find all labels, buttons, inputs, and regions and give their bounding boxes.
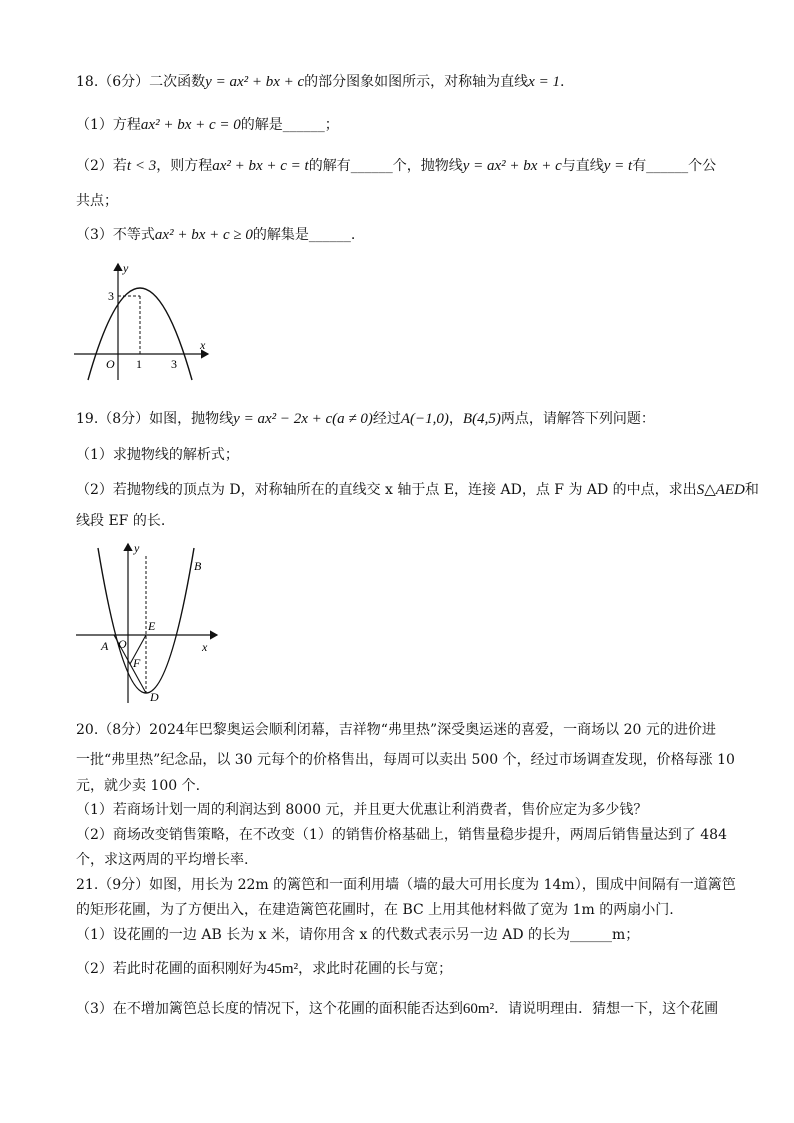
q18-p2-c: 的解有______个，抛物线	[308, 158, 463, 174]
q18-tick-x1: 1	[136, 357, 142, 371]
q18-p3-a: （3）不等式	[76, 227, 155, 243]
q18-axis: x = 1	[528, 74, 560, 90]
q20-part2-line1: （2）商场改变销售策略，在不改变（1）的销售价格基础上，销售量稳步提升，两周后销售量达到了 484	[76, 827, 727, 843]
q19-p2-a: （2）若抛物线的顶点为 D，对称轴所在的直线交 x 轴于点 E，连接 AD，点 F 为 AD 的中点，求出	[76, 482, 697, 498]
q18-p1-equation: ax² + bx + c = 0	[140, 117, 241, 133]
q18-part3	[76, 226, 355, 244]
q19-comma: ，	[448, 411, 463, 427]
q20-part1: （1）若商场计划一周的利润达到 8000 元，并且更大优惠让利消费者，售价应定为多少钱？	[76, 802, 648, 818]
q18-head: 18.（6分）二次函数	[76, 74, 206, 90]
q18-formula: y = ax² + bx + c	[205, 74, 305, 90]
q18-parabola-graph	[70, 256, 220, 386]
q19-x-label: x	[202, 640, 208, 654]
q18-p1-a: （1）方程	[76, 117, 141, 133]
q21-part1: （1）设花圃的一边 AB 长为 x 米，请你用含 x 的代数式表示另一边 AD 的长为______m；	[76, 927, 640, 943]
q20-part2-line2: 个，求这两周的平均增长率.	[76, 852, 249, 868]
q19-p2-b: 和	[744, 482, 759, 498]
q21-p2-b: ，求此时花圃的长与宽；	[298, 961, 453, 977]
q18-p3-b: 的解集是______.	[252, 227, 356, 243]
q19-label-o: O	[118, 637, 127, 651]
q18-part2-cont: 共点；	[76, 193, 118, 209]
q18-tick-y3: 3	[108, 289, 114, 303]
q19-formula: y = ax² − 2x + c(a ≠ 0)	[233, 411, 373, 427]
q18-p2-line: y = t	[603, 158, 633, 174]
q19-rest: 经过	[372, 411, 401, 427]
q18-origin-label: O	[106, 357, 115, 371]
q18-rest: 的部分图象如图所示，对称轴为直线	[304, 74, 529, 90]
q21-part3	[76, 1000, 718, 1018]
q18-p3-inequality: ax² + bx + c ≥ 0	[154, 227, 253, 243]
q18-stem	[76, 73, 564, 91]
q20-stem-line2: 一批“弗里热”纪念品，以 30 元每个的价格售出，每周可以卖出 500 个，经过市场调查发现，价格每涨 10	[76, 752, 735, 768]
q19-label-a: A	[101, 639, 109, 653]
q19-head: 19.（8分）如图，抛物线	[76, 411, 234, 427]
q19-y-label: y	[134, 541, 140, 555]
q18-p2-parabola: y = ax² + bx + c	[462, 158, 562, 174]
q19-label-e: E	[148, 619, 156, 633]
q18-x-label: x	[200, 338, 206, 352]
q18-y-label: y	[123, 261, 129, 275]
q21-stem-line2: 的矩形花圃，为了方便出入，在建造篱笆花圃时，在 BC 上用其他材料做了宽为 1m 的两扇小门.	[76, 902, 674, 918]
q19-stem	[76, 410, 655, 428]
q21-p2-a: （2）若此时花圃的面积刚好为	[76, 961, 267, 977]
q18-part2	[76, 157, 716, 175]
q21-p3-area: 60m²	[462, 1001, 495, 1017]
q19-label-f: F	[133, 656, 141, 670]
q19-point-a: A(−1,0)	[400, 411, 449, 427]
q19-point-b: B(4,5)	[462, 411, 501, 427]
q18-p2-b: ，则方程	[156, 158, 213, 174]
q19-end: 两点，请解答下列问题：	[500, 411, 655, 427]
q19-label-d: D	[150, 690, 159, 704]
q18-tick-x3: 3	[171, 357, 177, 371]
q20-stem-line3: 元，就少卖 100 个.	[76, 778, 201, 794]
q21-part2	[76, 960, 452, 978]
q19-area-symbol: S△AED	[696, 482, 745, 498]
q18-part1	[76, 116, 339, 134]
q18-p2-t: t < 3	[126, 158, 157, 174]
q21-stem-line1: 21.（9分）如图，用长为 22m 的篱笆和一面利用墙（墙的最大可用长度为 14m），围成中间隔有一道篱笆	[76, 877, 736, 893]
q21-p3-b: ．请说明理由．猜想一下，这个花圃	[494, 1001, 719, 1017]
q18-p2-a: （2）若	[76, 158, 127, 174]
q19-label-b: B	[194, 559, 202, 573]
q20-stem-line1: 20.（8分）2024年巴黎奥运会顺利闭幕，吉祥物“弗里热”深受奥运迷的喜爱，一商场以 20 元的进价进	[76, 722, 716, 738]
q18-p1-b: 的解是______；	[240, 117, 339, 133]
q18-p2-equation: ax² + bx + c = t	[212, 158, 309, 174]
q21-p3-a: （3）在不增加篱笆总长度的情况下，这个花圃的面积能否达到	[76, 1001, 463, 1017]
q18-end: .	[559, 74, 565, 90]
q19-part1: （1）求抛物线的解析式；	[76, 447, 239, 463]
q19-part2-cont: 线段 EF 的长.	[76, 513, 166, 529]
q19-parabola-graph	[72, 538, 222, 708]
q18-p2-e: 有______个公	[632, 158, 717, 174]
q18-p2-d: 与直线	[561, 158, 604, 174]
q19-part2	[76, 481, 759, 499]
q21-p2-area: 45m²	[266, 961, 299, 977]
